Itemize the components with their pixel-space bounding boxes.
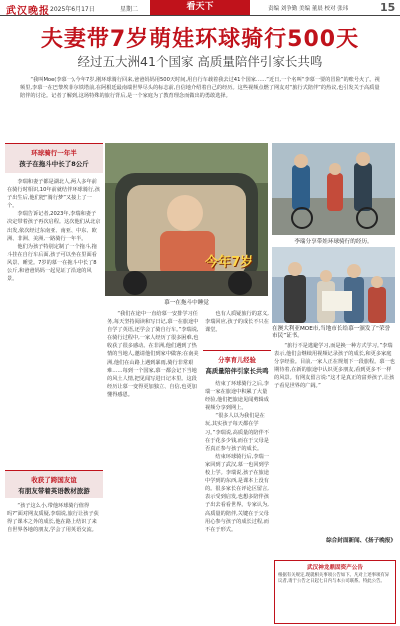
section-1-body [7, 178, 101, 468]
section-1-paragraph: 李瑞告诉记者,2023年,李瑞和妻子决定带着孩子再次启程。这次他们从北京出发,依次经过东南亚、南亚、中东、欧洲、非洲、美洲,一路骑行一年半。 [7, 211, 101, 242]
section-heading-3 [203, 350, 271, 378]
section-1-paragraph: 李瑞和妻子都是湖北人,两人多年前在骑行时相识,10年前就结伴环球骑行,孩子出生后,他们把“骑行梦”又接上了一个。 [7, 179, 100, 210]
masthead [0, 0, 400, 16]
main-photo-caption: 慕一在拖斗中睡觉 [164, 300, 209, 306]
notice-ad-body: 根据有关规定,现就相关事项公告如下。凡对上述事项有异议者,请于公告之日起七日内与本公司联系。特此公告。 [278, 573, 390, 584]
article-body-column-4 [274, 342, 396, 534]
family-photo-caption: 李瑞分享带娃环球骑行的经历。 [294, 239, 373, 245]
article-subheadline: 经过五大洲41个国家 高质量陪伴引家长共鸣 [77, 54, 323, 69]
mayor-photo [272, 247, 395, 323]
section-3-paragraph: “很多人以为我们是在玩,其实孩子每天都在学习。”李瑞说,高质量的陪伴不在于花多少钱,而在于父母是否真正参与孩子的成长。 [205, 413, 269, 452]
article-body-column-2 [107, 310, 201, 624]
family-photo [272, 143, 395, 235]
article-body-column-3-top [205, 310, 269, 348]
notice-ad [274, 560, 396, 624]
section-2-body [7, 502, 101, 624]
certificate-ceremony-photo [272, 247, 395, 323]
section-heading-2-top: 收获了跨国友谊 [31, 476, 77, 484]
notice-ad-title: 武汉神龙鼎固资产公告 [307, 565, 363, 571]
section-heading-1 [5, 143, 103, 173]
section-heading-3-bottom: 高质量陪伴引家长共鸣 [205, 368, 269, 375]
issue-date: 2025年6月17日 [50, 6, 95, 13]
section-3-paragraph: 结束了环球骑行之后,李瑞一家在旅途中积累了大量经验,他们把旅途见闻剪辑成视频分享到网上。 [205, 381, 269, 412]
section-heading-2-bottom: 有朋友带着英语教材旅游 [18, 487, 90, 495]
editor-credits: 责编 刘争勤 美编 董晨 校对 张玮 [268, 6, 349, 12]
child-in-trailer-photo [105, 143, 268, 296]
section-heading-1-bottom: 孩子在拖斗中长了8公斤 [19, 160, 89, 168]
article-lead: “我叫Moe(李慕一),今年7岁,刚环球骑行回来,爸爸妈妈用500天时间,用自行车载着我去过41个国家……”近日,一个名叫“李慕一要的冒险”的账号火了。视频里,李慕一在巴黎埃菲尔铁塔前,在阿根廷最南端世界尽头的标志前,自信地介绍着自己的经历。这些视频点燃了网友对“旅行式陪伴”的热议,也引发关于高质量陪伴的讨论。记者了解到,这场特殊的旅行背后,是一个家庭为了教育理念而做出的勇敢选择。 [20, 77, 380, 100]
body-paragraph: 结束环球骑行后,李瑞一家回到了武汉,慕一也回到学校上学。李瑞说,孩子在旅途中学到的东西,是课本上没有的。很多家长在评论区留言,表示受到启发,也想多陪伴孩子出去看看世界。专家认为,高质量的陪伴,关键在于父母用心参与孩子的成长过程,而不在于形式。 [205, 453, 269, 533]
section-heading-1-top: 环球骑行一年半 [31, 149, 77, 157]
newspaper-logo: 武汉晚报 [6, 6, 50, 17]
section-1-paragraph: 他们为孩子特别定制了一个拖斗,拖斗挂在自行车后面,孩子可以坐在里面看风景、睡觉。7岁的慕一在拖斗中长了8公斤,和爸爸妈妈一起见证了沿途的风景。 [7, 243, 97, 283]
body-paragraph: “我们在途中一直给慕一安排学习任务,每天坚持阅读和写日记,慕一在旅途中自学了英语,还学会了骑自行车。”李瑞说,在骑行过程中,一家人经历了很多困难,也收获了很多感动。在非洲,他们遇到了热情的当地人,邀请他们到家中做客;在南美洲,他们在山路上遇到暴雨,骑行非常艰难……每到一个国家,慕一都会记下当地的风土人情,把见闻写进日记本里。这段经历让慕一变得更加独立、自信,也更加懂得感恩。 [107, 311, 199, 398]
body-paragraph: 也有人质疑旅行的意义,李瑞回应,孩子的成长不只在课堂。 [205, 311, 269, 334]
section-2-paragraph: “孩子这么小,带他环球骑行值得吗?”面对网友质疑,李瑞说,旅行让孩子获得了课本之外的成长,他在路上结识了来自世界各地的朋友,学会了用英语交流。 [7, 503, 99, 534]
article-credit: 综合封面新闻、《扬子晚报》 [326, 538, 396, 544]
section-heading-3-top: 分享育儿经验 [218, 357, 256, 364]
section-heading-2 [5, 470, 103, 498]
mayor-photo-caption: 在澳大利亚MOE市,当地市长给慕一颁发了“荣誉市民”证书。 [272, 326, 391, 339]
issue-weekday: 星期二 [120, 6, 139, 13]
main-photo [105, 143, 268, 296]
family-with-bikes-photo [272, 143, 395, 235]
page-number: 15 [380, 1, 396, 14]
article-headline: 夫妻带7岁萌娃环球骑行500天 [40, 27, 360, 52]
section-3-body [205, 380, 269, 624]
photo-overlay-text: 今年7岁 [205, 255, 254, 270]
body-paragraph: “旅行不是逃避学习,而是换一种方式学习。”李瑞表示,他们会继续用视频记录孩子的成长,和更多家庭分享经验。目前,一家人正在规划下一段旅程。慕一也期待着,在新的旅途中认识更多朋友,看到更多不一样的风景。有网友留言说:“这才是真正的富养孩子,让孩子看见世界的广阔。” [274, 343, 395, 390]
section-label: 看天下 [150, 0, 250, 15]
